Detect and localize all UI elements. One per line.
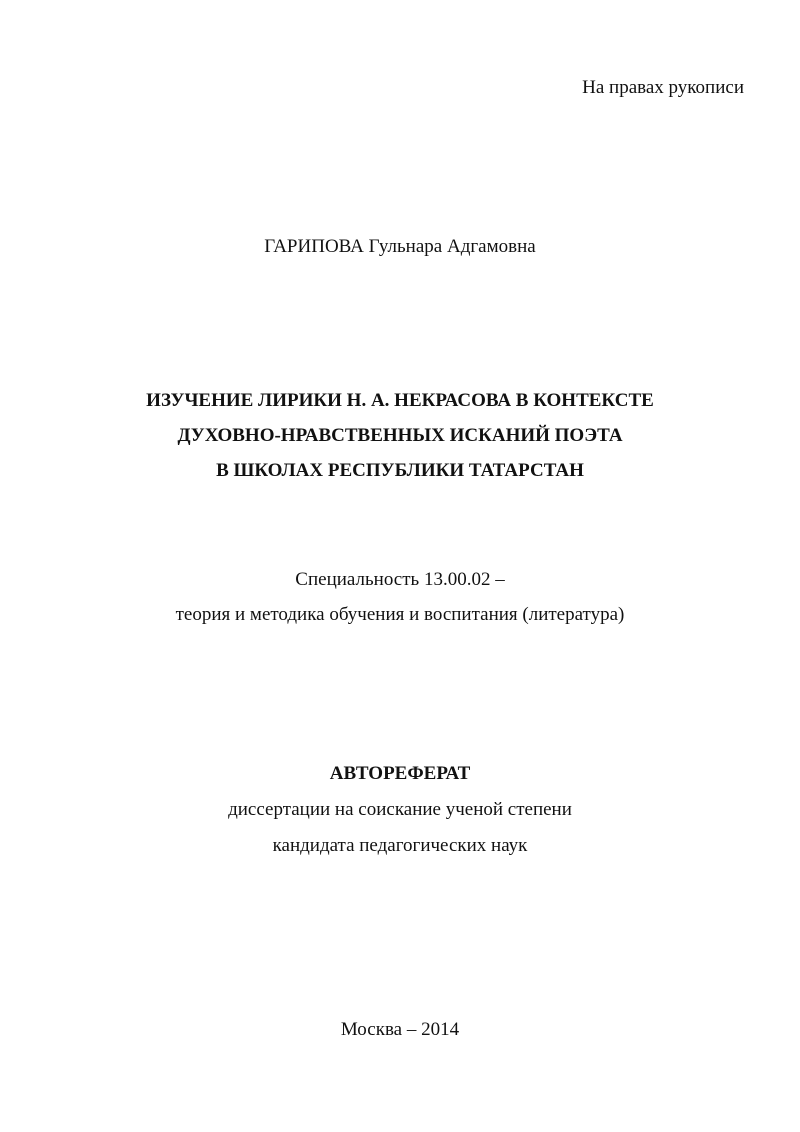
title-line-2: ДУХОВНО-НРАВСТВЕННЫХ ИСКАНИЙ ПОЭТА [177, 425, 623, 446]
abstract-heading: АВТОРЕФЕРАТ [329, 763, 471, 784]
title-line-3: В ШКОЛАХ РЕСПУБЛИКИ ТАТАРСТАН [216, 460, 584, 481]
specialty [0, 562, 800, 632]
abstract-description-line-2: кандидата педагогических наук [272, 835, 528, 856]
dissertation-title [0, 383, 800, 488]
title-line-1: ИЗУЧЕНИЕ ЛИРИКИ Н. А. НЕКРАСОВА В КОНТЕКСТЕ [146, 390, 654, 411]
rights-notice: На правах рукописи [582, 77, 744, 98]
specialty-code: Специальность 13.00.02 – [295, 569, 505, 590]
specialty-name: теория и методика обучения и воспитания (литература) [175, 604, 625, 625]
abstract-block [0, 756, 800, 864]
abstract-description-line-1: диссертации на соискание ученой степени [228, 799, 572, 820]
place-year: Москва – 2014 [340, 1019, 460, 1040]
author-name: ГАРИПОВА Гульнара Адгамовна [264, 236, 536, 257]
